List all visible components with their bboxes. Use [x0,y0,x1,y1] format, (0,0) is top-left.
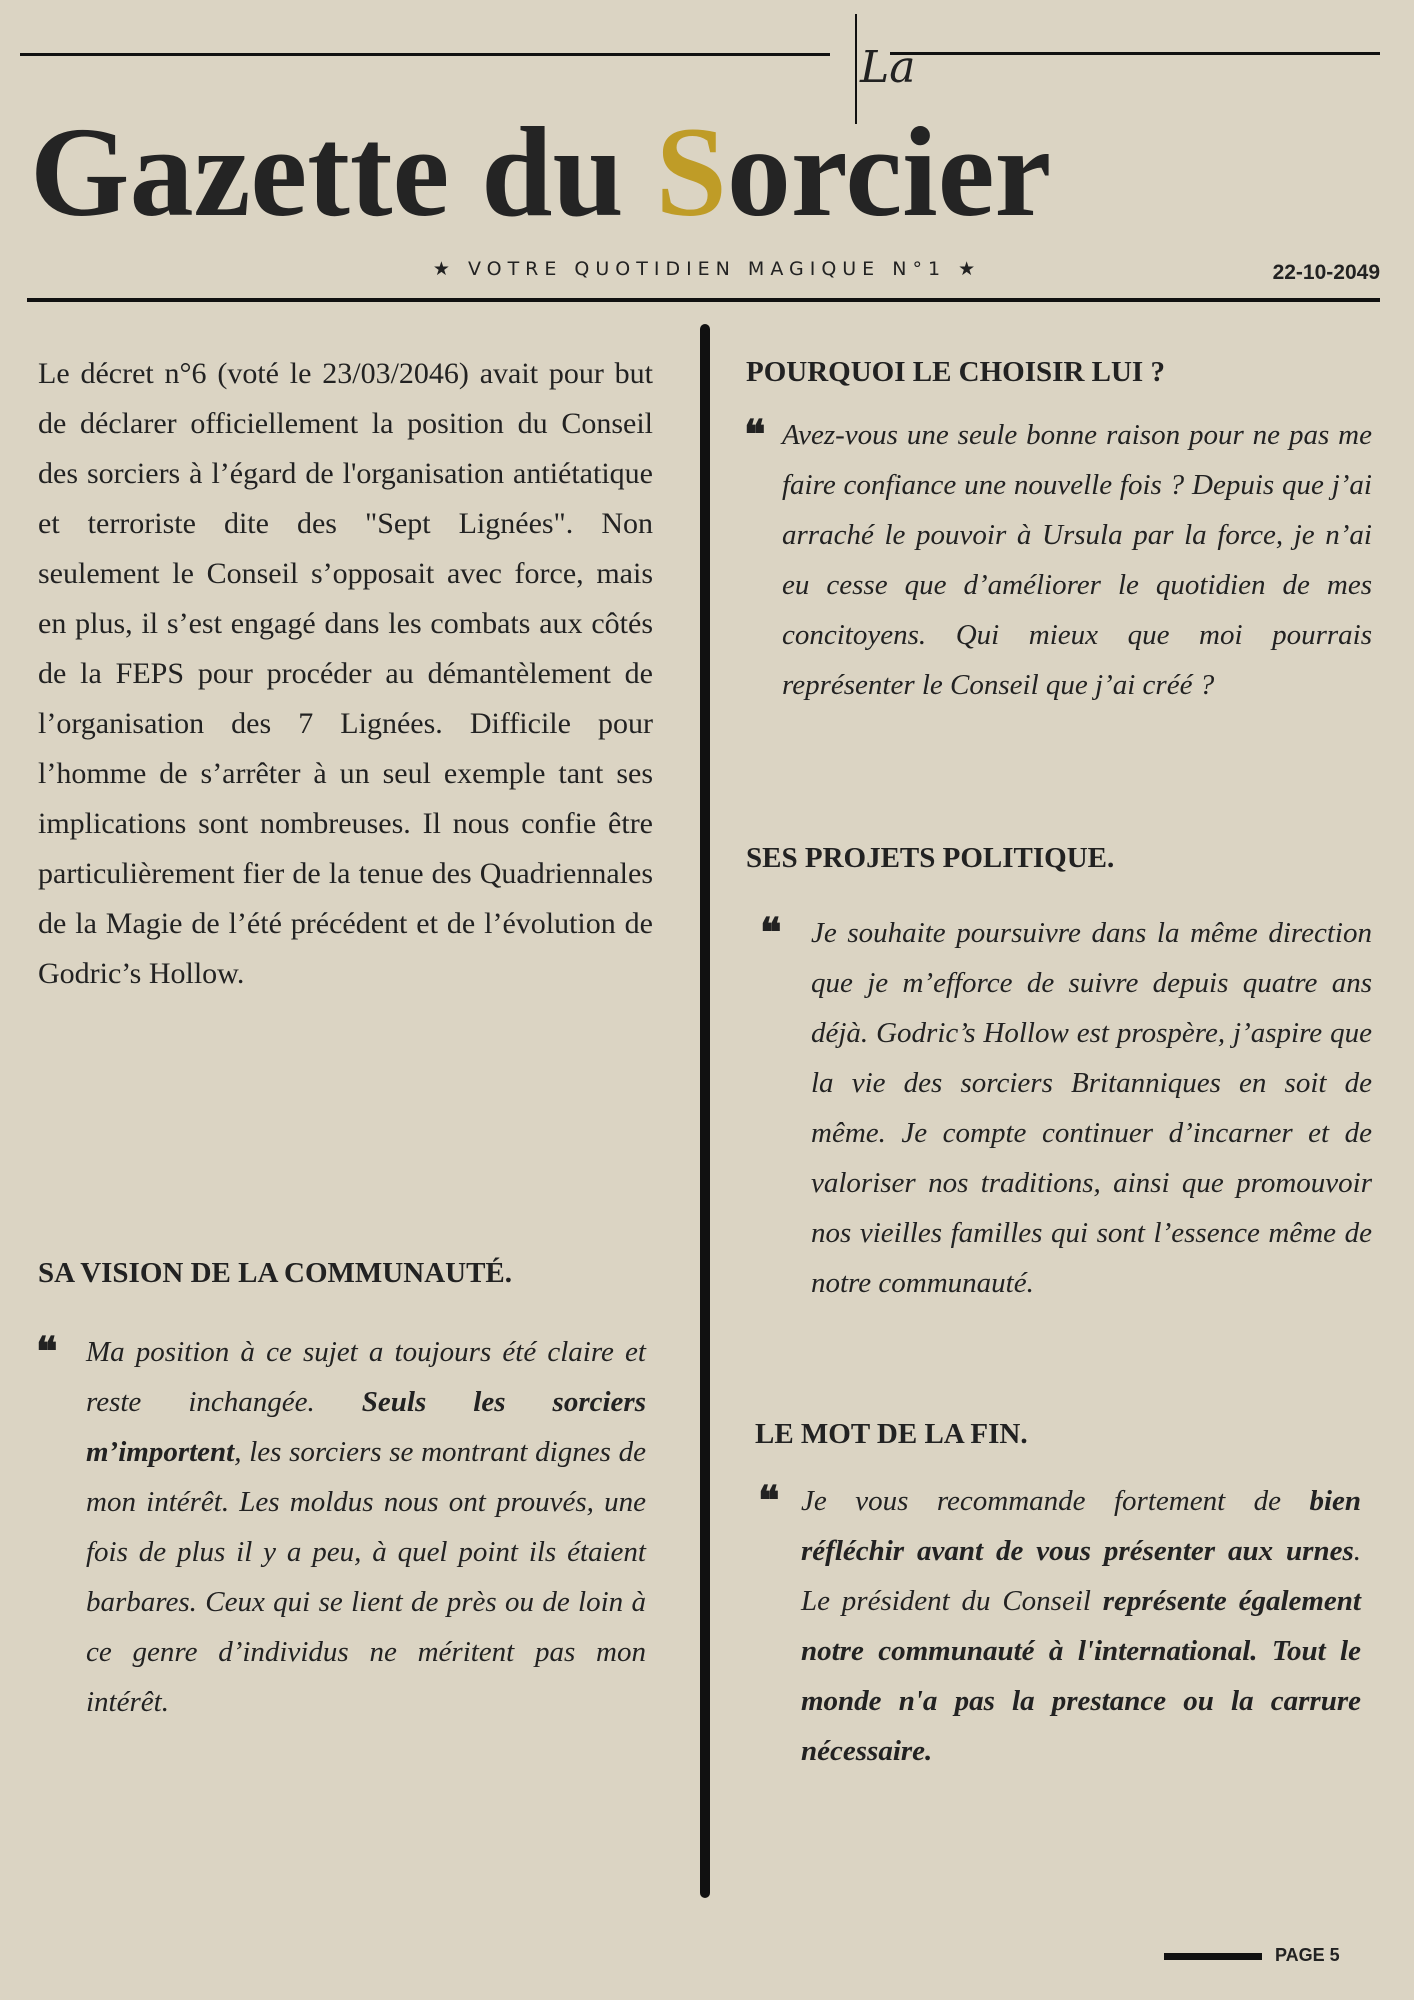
quote-why: Avez-vous une seule bonne raison pour ne pas me faire confiance une nouvelle fois ? Depuis que j’ai arraché le pouvoir à Ursula par la force, je n’ai eu cesse que d’améliorer le quotidien de mes concitoyens. Qui mieux que moi pourrais représenter le Conseil que j’ai créé ? [782,419,1372,701]
top-rule-right [890,52,1380,55]
issue-date: 22-10-2049 [1272,261,1380,284]
quote-vision: Ma position à ce sujet a toujours été claire et reste inchangée. Seuls les sorciers m’importent, les sorciers se montrant dignes de mon intérêt. Les moldus nous ont prouvés, une fois de plus il y a peu, à quel point ils étaient barbares. Ceux qui se lient de près ou de loin à ce genre d’individus ne méritent pas mon intérêt. [86,1336,646,1718]
top-rule-left [20,53,830,56]
quote-projects: Je souhaite poursuivre dans la même direction que je m’efforce de suivre depuis quatre ans déjà. Godric’s Hollow est prospère, j’aspire que la vie des sorciers Britanniques en soit de même. Je compte continuer d’incarner et de valoriser nos traditions, ainsi que promouvoir nos vieilles familles qui sont l’essence même de notre communauté. [811,917,1372,1299]
section-heading-vision: SA VISION DE LA COMMUNAUTÉ. [38,1257,513,1289]
quote-final: Je vous recommande fortement de bien réfléchir avant de vous présenter aux urnes. Le président du Conseil représente également notre communauté à l'international. Tout le monde n'a pas la prestance ou la carrure nécessaire. [801,1485,1361,1767]
quote-mark-icon: ❝ [744,412,766,457]
masthead-article: La [860,42,916,93]
title-initial: S [655,101,727,243]
masthead-title: Gazette du Sorcier [30,101,1052,243]
page-number: PAGE 5 [1275,1945,1340,1965]
column-divider [700,324,710,1898]
section-heading-why: POURQUOI LE CHOISIR LUI ? [746,356,1165,388]
masthead-bottom-rule [27,298,1380,302]
tagline: ★ VOTRE QUOTIDIEN MAGIQUE N°1 ★ [432,258,982,280]
section-heading-final: LE MOT DE LA FIN. [755,1418,1028,1450]
quote-mark-icon: ❝ [758,1478,780,1523]
quote-mark-icon: ❝ [760,910,782,955]
quote-mark-icon: ❝ [36,1329,58,1374]
section-heading-projects: SES PROJETS POLITIQUE. [746,842,1115,874]
intro-paragraph: Le décret n°6 (voté le 23/03/2046) avait pour but de déclarer officiellement la position du Conseil des sorciers à l’égard de l'organisation antiétatique et terroriste dite des "Sept Lignées". Non seulement le Conseil s’opposait avec force, mais en plus, il s’est engagé dans les combats aux côtés de la FEPS pour procéder au démantèlement de l’organisation des 7 Lignées. Difficile pour l’homme de s’arrêter à un seul exemple tant ses implications sont nombreuses. Il nous confie être particulièrement fier de la tenue des Quadriennales de la Magie de l’été précédent et de l’évolution de Godric’s Hollow. [38,357,653,990]
footer-bar [1164,1953,1262,1960]
